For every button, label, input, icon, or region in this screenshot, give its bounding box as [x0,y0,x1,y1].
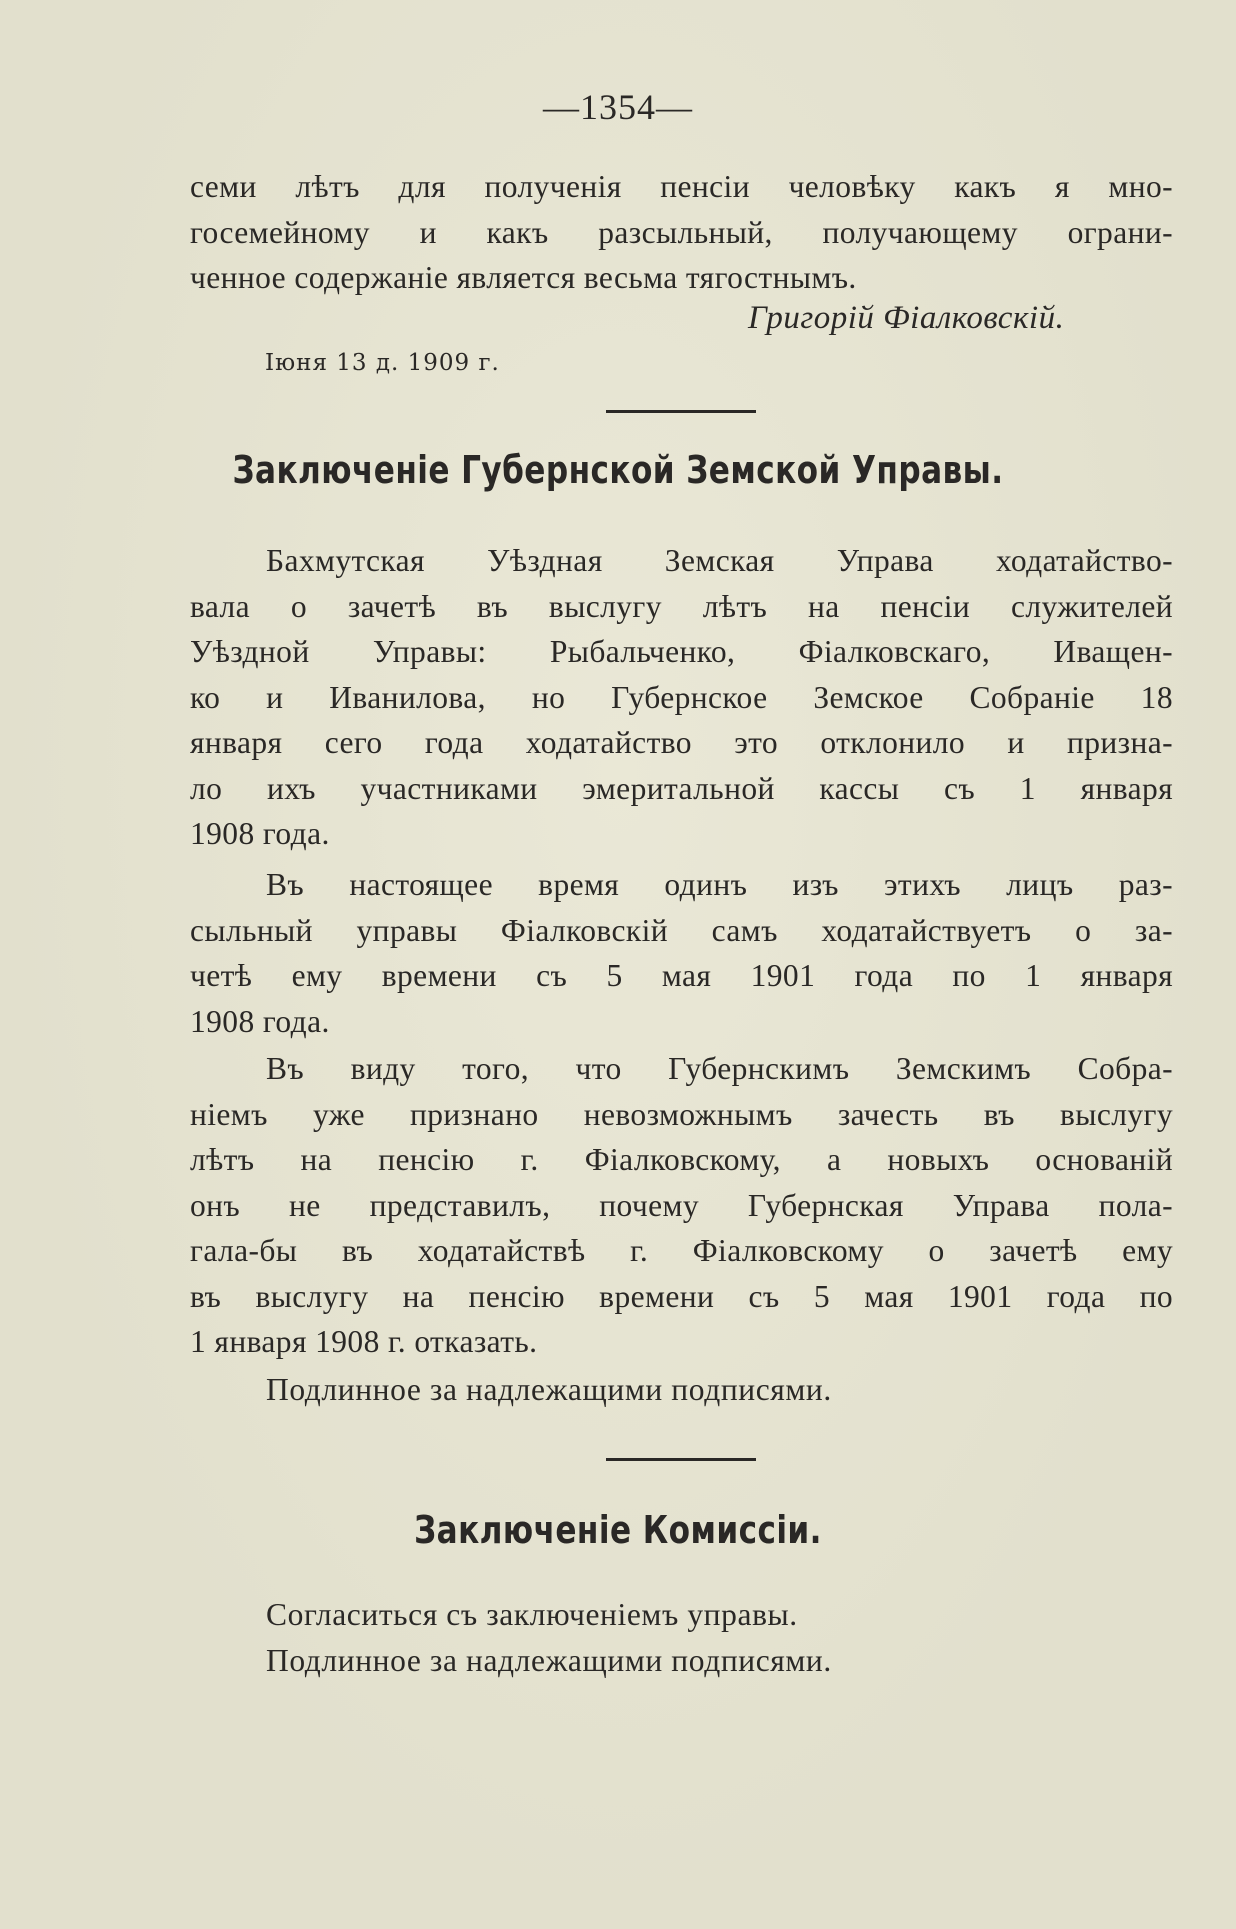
text-line: 1 января 1908 г. отказать. [190,1324,538,1359]
text-line: Въ виду того, что Губернскимъ Земскимъ Собра- [266,1051,1173,1086]
divider-rule [606,1458,756,1461]
text-line: вала о зачетѣ въ выслугу лѣтъ на пенсіи служителей [190,588,1173,624]
closing-signatures-note: Подлинное за надлежащими подписями. [266,1643,832,1678]
commission-conclusion: Согласиться съ заключеніемъ управы. [266,1597,798,1632]
text-line: 1908 года. [190,816,330,851]
text-line: ніемъ уже признано невозможнымъ зачесть въ выслугу [190,1096,1173,1132]
text-line: января сего года ходатайство это отклонило и призна- [190,725,1173,760]
text-line: ко и Иванилова, но Губернское Земское Собраніе 18 [190,679,1173,715]
paragraph-3 [190,1046,1173,1365]
text-line: лѣтъ на пенсію г. Фіалковскому, а новыхъ основаній [190,1142,1173,1177]
section-heading-commission: Заключеніе Комиссіи. [414,1508,822,1552]
text-line: въ выслугу на пенсію времени съ 5 мая 1901 года по [190,1278,1173,1314]
closing-signatures-note: Подлинное за надлежащими подписями. [266,1372,832,1407]
text-line: онъ не представилъ, почему Губернская Управа пола- [190,1187,1173,1223]
section-heading-gubernia-board: Заключеніе Губернской Земской Управы. [232,448,1004,492]
divider-rule [606,410,756,413]
text-line: Бахмутская Уѣздная Земская Управа ходатайство- [266,543,1173,578]
text-line: ло ихъ участниками эмеритальной кассы съ 1 января [190,770,1173,806]
paragraph-2 [190,862,1173,1044]
text-line: Уѣздной Управы: Рыбальченко, Фіалковскаго, Иващен- [190,634,1173,669]
letter-date: Іюня 13 д. 1909 г. [265,350,500,376]
text-line: четѣ ему времени съ 5 мая 1901 года по 1 января [190,958,1173,993]
text-line: сыльный управы Фіалковскій самъ ходатайствуетъ о за- [190,912,1173,948]
text-line: госемейному и какъ разсыльный, получающему ограни- [190,214,1173,250]
intro-paragraph [190,164,1173,301]
paragraph-1 [190,538,1173,857]
text-line: гала-бы въ ходатайствѣ г. Фіалковскому о зачетѣ ему [190,1233,1173,1268]
text-line: семи лѣтъ для полученія пенсіи человѣку какъ я мно- [190,169,1173,204]
signature: Григорій Фіалковскій. [748,300,1065,336]
page-number: —1354— [543,87,693,127]
text-line: Въ настоящее время одинъ изъ этихъ лицъ раз- [266,867,1173,902]
text-line: 1908 года. [190,1003,330,1039]
text-line: ченное содержаніе является весьма тягостнымъ. [190,260,857,295]
